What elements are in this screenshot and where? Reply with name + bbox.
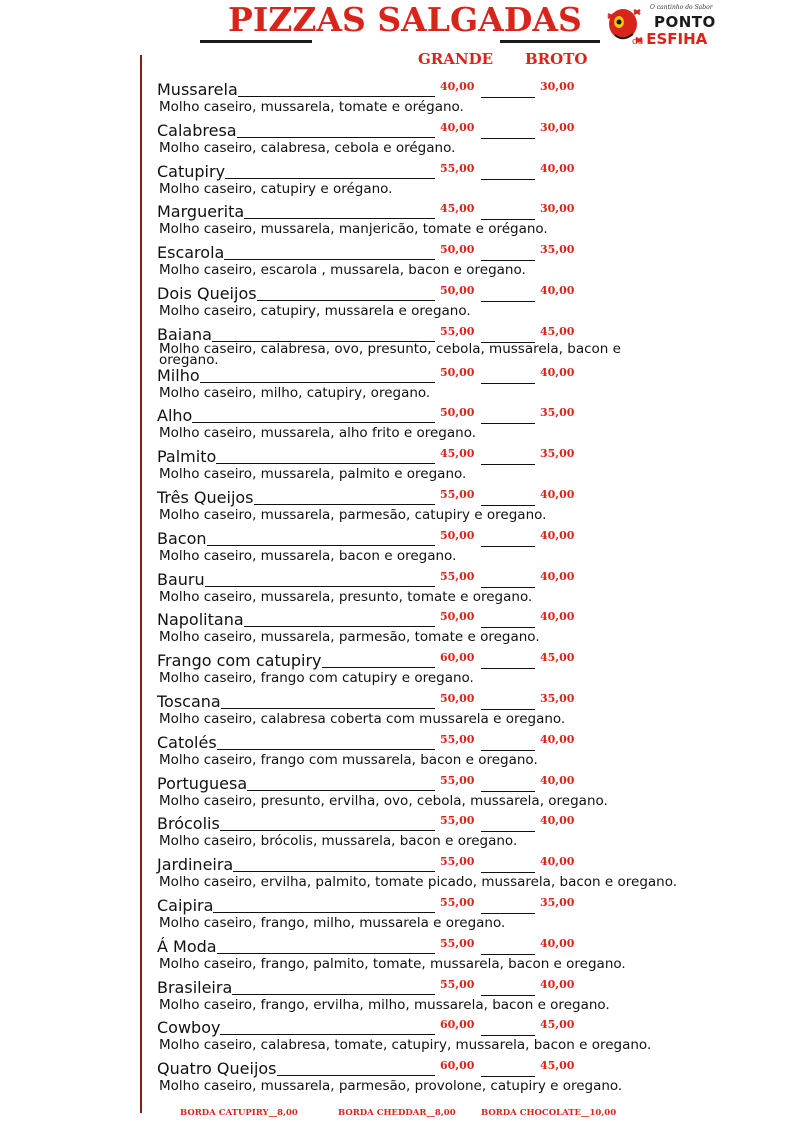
column-header-grande: GRANDE xyxy=(418,50,494,68)
price-broto: 30,00 xyxy=(540,202,575,216)
price-separator-line xyxy=(481,668,535,669)
menu-item-leader-line xyxy=(213,912,435,913)
menu-item-leader-line xyxy=(200,382,435,383)
price-separator-line xyxy=(481,97,535,98)
menu-item xyxy=(157,936,787,977)
price-broto: 40,00 xyxy=(540,936,575,950)
menu-item-description: Molho caseiro, frango, milho, mussarela e oregano. xyxy=(159,915,506,931)
logo-word-ponto: PONTO xyxy=(654,13,716,31)
logo-word-esfiha xyxy=(632,30,707,48)
price-grande: 40,00 xyxy=(440,120,475,134)
menu-item xyxy=(157,732,787,773)
menu-item-name-text: Dois Queijos xyxy=(157,284,257,303)
menu-item-name xyxy=(157,446,435,466)
price-broto: 30,00 xyxy=(540,80,575,93)
price-grande: 50,00 xyxy=(440,243,475,257)
menu-item-name xyxy=(157,365,435,385)
menu-item xyxy=(157,609,787,650)
price-grande: 50,00 xyxy=(440,610,475,624)
price-grande: 55,00 xyxy=(440,855,475,869)
menu-item-name-text: Mussarela xyxy=(157,80,238,99)
menu-item-leader-line xyxy=(247,790,435,791)
menu-item-leader-line xyxy=(322,667,435,668)
price-separator-line xyxy=(481,995,535,996)
menu-item-name xyxy=(157,609,435,629)
logo-word-da: da xyxy=(632,37,644,47)
menu-item xyxy=(157,446,787,487)
menu-item xyxy=(157,813,787,854)
logo-tagline: O cantinho do Sabor xyxy=(650,4,713,11)
menu-item-name-text: Brasileira xyxy=(157,977,233,997)
price-grande: 55,00 xyxy=(440,569,475,583)
menu-item-description: Molho caseiro, mussarela, presunto, tomate e oregano. xyxy=(159,588,533,605)
price-separator-line xyxy=(481,791,535,792)
price-grande: 60,00 xyxy=(440,1018,475,1032)
menu-item-name-text: Portuguesa xyxy=(157,773,248,793)
menu-item-leader-line xyxy=(220,830,435,831)
menu-item-name-text: Bauru xyxy=(157,569,205,589)
menu-item-name xyxy=(157,977,435,997)
menu-item-leader-line xyxy=(233,871,435,872)
menu-item xyxy=(157,1058,787,1099)
price-grande: 50,00 xyxy=(440,406,475,420)
price-grande: 60,00 xyxy=(440,1059,475,1073)
menu-item xyxy=(157,977,787,1018)
price-separator-line xyxy=(481,1076,535,1077)
menu-item xyxy=(157,1017,787,1058)
menu-item-name-text: Escarola xyxy=(157,243,225,263)
price-separator-line xyxy=(481,913,535,914)
menu-item-leader-line xyxy=(224,259,435,260)
menu-item-description: Molho caseiro, ervilha, palmito, tomate picado, mussarela, bacon e oregano. xyxy=(159,874,678,891)
menu-item-leader-line xyxy=(254,504,435,505)
menu-item-name xyxy=(157,1017,435,1037)
menu-item xyxy=(157,242,787,283)
menu-item-name xyxy=(157,1058,435,1078)
menu-item-name-text: Brócolis xyxy=(157,814,220,834)
menu-item-description: Molho caseiro, mussarela, bacon e oregano. xyxy=(159,547,457,564)
menu-item-description: Molho caseiro, escarola , mussarela, bacon e oregano. xyxy=(159,262,526,279)
price-broto: 45,00 xyxy=(540,1059,575,1073)
menu-item xyxy=(157,405,787,446)
price-grande: 50,00 xyxy=(440,528,475,542)
menu-item xyxy=(157,201,787,242)
menu-item-name-text: Marguerita xyxy=(157,202,245,222)
menu-item-name xyxy=(157,936,435,956)
price-broto: 40,00 xyxy=(540,161,575,175)
menu-item-name-text: Toscana xyxy=(157,692,221,711)
menu-item-leader-line xyxy=(244,218,435,219)
footer-borda-catupiry: BORDA CATUPIRY__8,00 xyxy=(180,1108,298,1118)
menu-item-leader-line xyxy=(216,463,435,464)
column-header-broto: BROTO xyxy=(525,50,588,68)
menu-item xyxy=(157,895,787,936)
menu-item-leader-line xyxy=(225,178,435,179)
menu-item xyxy=(157,324,787,368)
price-broto: 40,00 xyxy=(540,773,575,787)
menu-item-name-text: Caipira xyxy=(157,896,214,915)
price-grande: 55,00 xyxy=(440,814,475,828)
price-broto: 40,00 xyxy=(540,732,575,746)
price-grande: 55,00 xyxy=(440,936,475,950)
menu-item-name xyxy=(157,283,435,303)
menu-item-description: Molho caseiro, calabresa, ovo, presunto, cebola, mussarela, bacon e oregano. xyxy=(159,340,621,368)
menu-item-leader-line xyxy=(237,137,435,138)
menu-item-name-text: Três Queijos xyxy=(157,488,254,507)
price-broto: 40,00 xyxy=(540,488,575,501)
menu-item-leader-line xyxy=(221,708,435,709)
price-broto: 35,00 xyxy=(540,406,575,420)
menu-item-name-text: Quatro Queijos xyxy=(157,1059,277,1079)
price-broto: 35,00 xyxy=(540,447,575,461)
menu-item-leader-line xyxy=(238,96,435,97)
menu-item xyxy=(157,528,787,569)
menu-item xyxy=(157,854,787,895)
menu-item-name xyxy=(157,242,435,262)
menu-item-description: Molho caseiro, mussarela, parmesão, catupiry e oregano. xyxy=(159,507,547,523)
menu-item-name-text: Bacon xyxy=(157,528,207,548)
menu-item-name xyxy=(157,854,435,874)
price-separator-line xyxy=(481,505,535,506)
price-grande: 55,00 xyxy=(440,896,475,909)
menu-item-description: Molho caseiro, mussarela, parmesão, provolone, catupiry e oregano. xyxy=(159,1078,623,1095)
menu-item-name xyxy=(157,79,435,99)
price-separator-line xyxy=(481,872,535,873)
price-broto: 40,00 xyxy=(540,284,575,297)
menu-item-name xyxy=(157,569,435,589)
price-grande: 55,00 xyxy=(440,977,475,991)
price-broto: 40,00 xyxy=(540,814,575,828)
menu-item-name xyxy=(157,120,435,140)
menu-item-leader-line xyxy=(232,994,435,995)
price-grande: 55,00 xyxy=(440,773,475,787)
price-separator-line xyxy=(481,831,535,832)
menu-item-description: Molho caseiro, frango com catupiry e oregano. xyxy=(159,670,474,687)
menu-item-leader-line xyxy=(207,545,435,546)
menu-item-description: Molho caseiro, milho, catupiry, oregano. xyxy=(159,384,431,401)
menu-item-name xyxy=(157,405,435,425)
menu-item xyxy=(157,569,787,610)
menu-item-name xyxy=(157,732,435,752)
price-separator-line xyxy=(481,260,535,261)
menu-item-name xyxy=(157,773,435,793)
menu-item-description: Molho caseiro, mussarela, parmesão, tomate e oregano. xyxy=(159,629,540,646)
menu-item-name-text: Baiana xyxy=(157,324,212,344)
menu-item-name xyxy=(157,813,435,833)
menu-item-name-text: Milho xyxy=(157,365,200,385)
menu-item-description: Molho caseiro, frango, palmito, tomate, mussarela, bacon e oregano. xyxy=(159,955,626,972)
price-grande: 55,00 xyxy=(440,324,475,338)
menu-item-description: Molho caseiro, frango com mussarela, bacon e oregano. xyxy=(159,751,538,768)
menu-item-leader-line xyxy=(192,422,435,423)
price-separator-line xyxy=(481,423,535,424)
menu-item-name xyxy=(157,528,435,548)
menu-item-description: Molho caseiro, catupiry e orégano. xyxy=(159,180,393,197)
price-broto: 40,00 xyxy=(540,528,575,542)
menu-item-name-text: Á Moda xyxy=(157,936,217,956)
price-separator-line xyxy=(481,383,535,384)
menu-item xyxy=(157,650,787,691)
price-grande: 45,00 xyxy=(440,447,475,461)
price-separator-line xyxy=(481,464,535,465)
left-margin-line xyxy=(140,55,142,1113)
price-broto: 35,00 xyxy=(540,692,575,705)
menu-item-name xyxy=(157,487,435,507)
price-broto: 35,00 xyxy=(540,243,575,257)
price-grande: 40,00 xyxy=(440,80,475,93)
footer-borda-cheddar: BORDA CHEDDAR__8,00 xyxy=(338,1108,456,1118)
menu-item-leader-line xyxy=(217,953,435,954)
menu-item-leader-line xyxy=(220,1034,435,1035)
title-rule-right xyxy=(500,40,600,43)
menu-item-name xyxy=(157,895,435,915)
menu-item-leader-line xyxy=(277,1075,435,1076)
menu-item-description: Molho caseiro, calabresa, tomate, catupiry, mussarela, bacon e oregano. xyxy=(159,1037,652,1054)
price-broto: 45,00 xyxy=(540,651,575,665)
price-broto: 45,00 xyxy=(540,1018,575,1032)
menu-item-description: Molho caseiro, calabresa, cebola e orégano. xyxy=(159,139,456,156)
menu-item xyxy=(157,691,787,732)
price-broto: 40,00 xyxy=(540,977,575,991)
menu-item xyxy=(157,365,787,406)
price-separator-line xyxy=(481,1035,535,1036)
menu-item-name-text: Calabresa xyxy=(157,120,237,140)
price-grande: 50,00 xyxy=(440,692,475,705)
menu-item-description: Molho caseiro, frango, ervilha, milho, mussarela, bacon e oregano. xyxy=(159,996,610,1013)
price-broto: 40,00 xyxy=(540,855,575,869)
footer-borda-chocolate: BORDA CHOCOLATE__10,00 xyxy=(481,1108,617,1118)
price-grande: 50,00 xyxy=(440,284,475,297)
price-separator-line xyxy=(481,219,535,220)
menu-item xyxy=(157,283,787,324)
menu-item-description: Molho caseiro, catupiry, mussarela e oregano. xyxy=(159,303,471,319)
menu-item-leader-line xyxy=(217,749,435,750)
price-broto: 35,00 xyxy=(540,896,575,909)
price-separator-line xyxy=(481,627,535,628)
menu-item-name xyxy=(157,691,435,711)
price-separator-line xyxy=(481,750,535,751)
menu-item-name-text: Palmito xyxy=(157,447,217,467)
menu-item-name xyxy=(157,161,435,181)
price-grande: 60,00 xyxy=(440,651,475,665)
price-broto: 30,00 xyxy=(540,120,575,134)
menu-item-description: Molho caseiro, mussarela, manjericão, tomate e orégano. xyxy=(159,221,548,238)
price-broto: 40,00 xyxy=(540,365,575,379)
menu-item-name-text: Frango com catupiry xyxy=(157,651,322,671)
price-grande: 55,00 xyxy=(440,732,475,746)
menu-item-leader-line xyxy=(257,300,435,301)
menu-item-name xyxy=(157,650,435,670)
price-broto: 40,00 xyxy=(540,569,575,583)
menu-item-leader-line xyxy=(205,586,435,587)
menu-item-description: Molho caseiro, mussarela, tomate e orégano. xyxy=(159,99,464,115)
menu-item-name xyxy=(157,201,435,221)
menu-item-description: Molho caseiro, calabresa coberta com mussarela e oregano. xyxy=(159,711,566,727)
price-grande: 55,00 xyxy=(440,161,475,175)
price-separator-line xyxy=(481,301,535,302)
title-rule-left xyxy=(200,40,312,43)
price-separator-line xyxy=(481,954,535,955)
menu-item xyxy=(157,487,787,528)
menu-item-name-text: Napolitana xyxy=(157,610,244,630)
menu-item-name-text: Jardineira xyxy=(157,855,234,875)
menu-item-leader-line xyxy=(244,626,435,627)
price-separator-line xyxy=(481,179,535,180)
menu-item xyxy=(157,773,787,814)
menu-item-description: Molho caseiro, brócolis, mussarela, bacon e oregano. xyxy=(159,833,518,850)
price-grande: 55,00 xyxy=(440,488,475,501)
menu-item-name-text: Catolés xyxy=(157,732,217,752)
price-broto: 40,00 xyxy=(540,610,575,624)
menu-item xyxy=(157,120,787,161)
page-title: PIZZAS SALGADAS xyxy=(228,0,582,39)
logo-word-esfiha-text: ESFIHA xyxy=(646,30,708,48)
menu-item-description: Molho caseiro, mussarela, alho frito e oregano. xyxy=(159,425,477,442)
price-grande: 45,00 xyxy=(440,202,475,216)
price-separator-line xyxy=(481,709,535,710)
menu-item xyxy=(157,79,787,120)
menu-item-name-text: Catupiry xyxy=(157,161,226,181)
price-separator-line xyxy=(481,138,535,139)
price-separator-line xyxy=(481,546,535,547)
price-grande: 50,00 xyxy=(440,365,475,379)
menu-item-name-text: Cowboy xyxy=(157,1018,221,1038)
menu-item-description: Molho caseiro, presunto, ervilha, ovo, cebola, mussarela, oregano. xyxy=(159,792,608,809)
price-broto: 45,00 xyxy=(540,324,575,338)
menu-item xyxy=(157,161,787,202)
price-separator-line xyxy=(481,587,535,588)
menu-item-name-text: Alho xyxy=(157,406,193,426)
menu-item-description: Molho caseiro, mussarela, palmito e oregano. xyxy=(159,466,467,483)
